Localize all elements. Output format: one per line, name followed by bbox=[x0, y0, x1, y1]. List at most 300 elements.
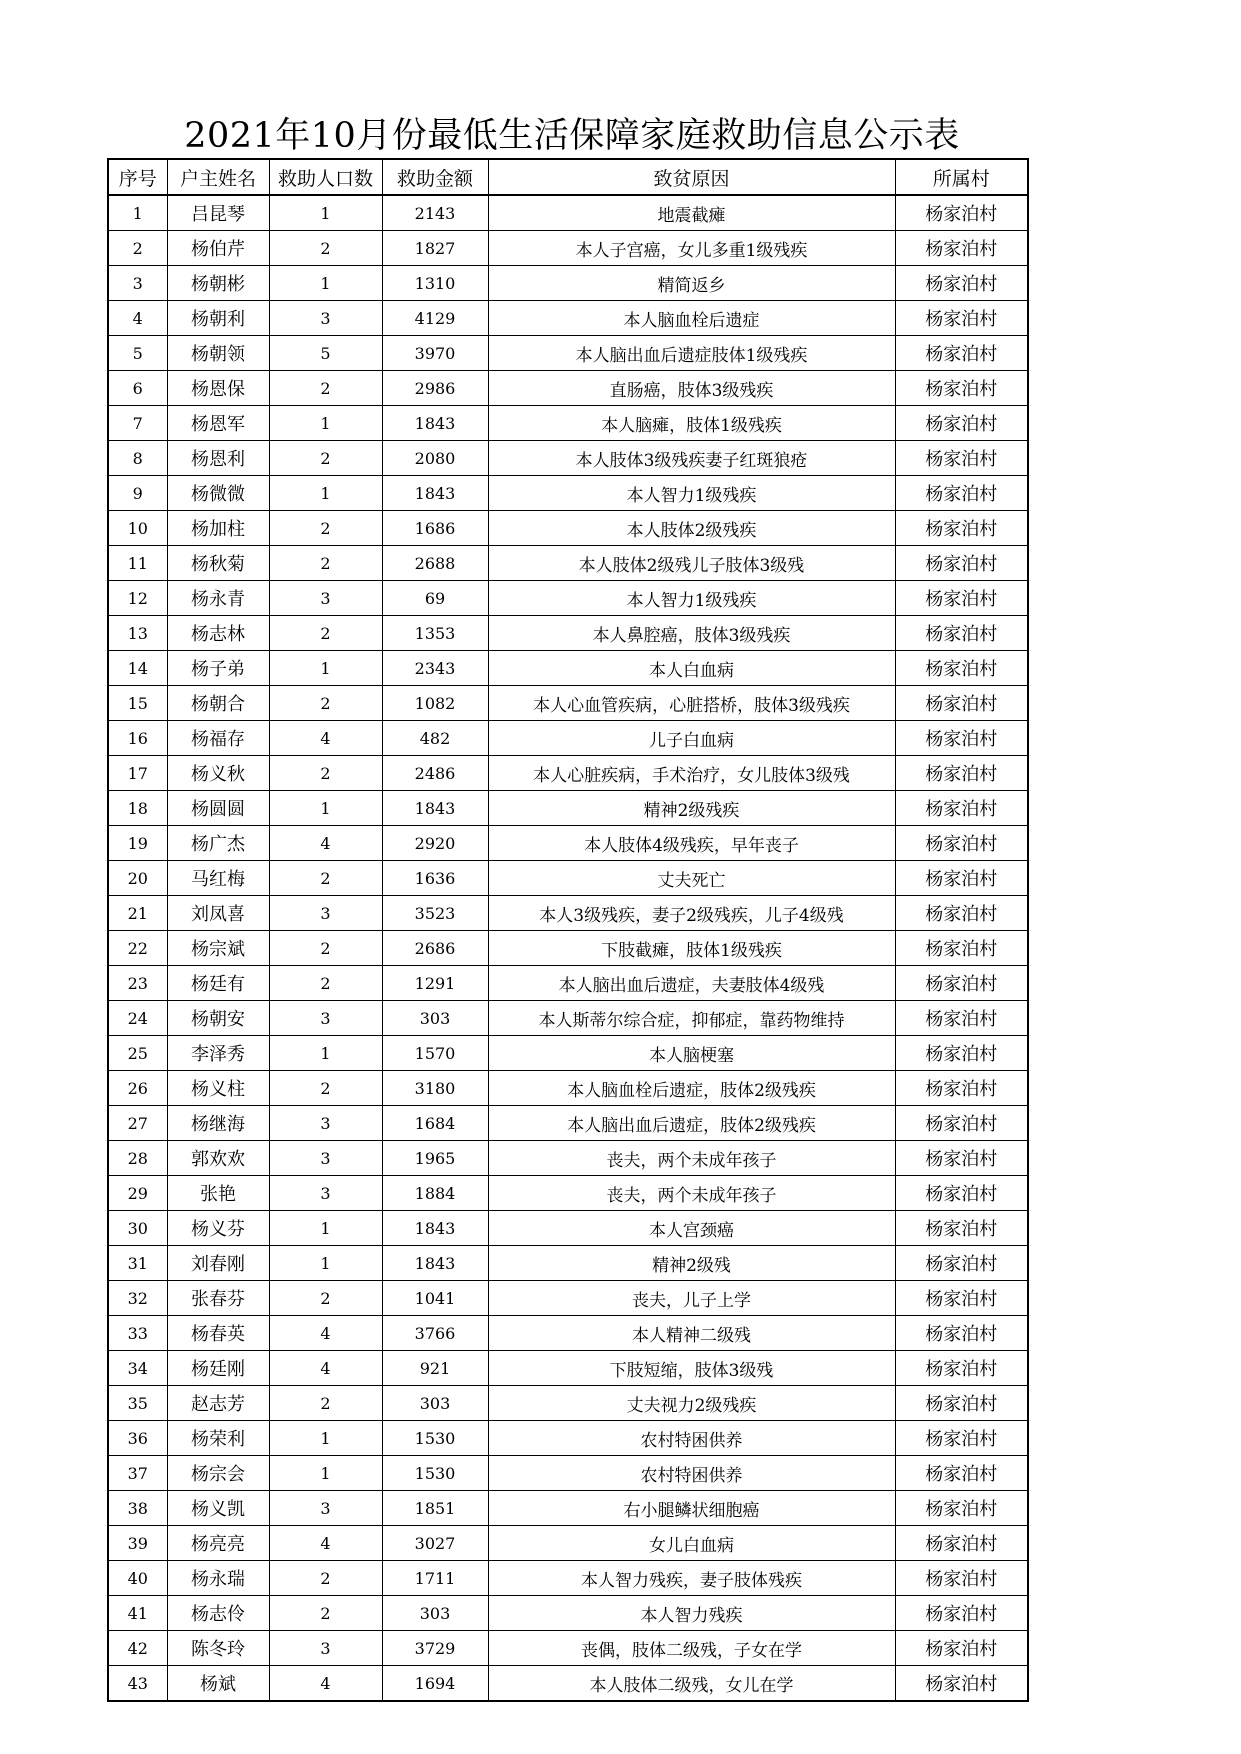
poverty-reason-cell: 本人鼻腔癌，肢体3级残疾 bbox=[488, 616, 895, 651]
village-cell: 杨家泊村 bbox=[895, 651, 1028, 686]
row-number-cell: 33 bbox=[108, 1316, 167, 1351]
household-size-cell: 4 bbox=[269, 826, 382, 861]
village-cell: 杨家泊村 bbox=[895, 266, 1028, 301]
household-head-cell: 杨圆圆 bbox=[167, 791, 269, 826]
household-head-cell: 杨义凯 bbox=[167, 1491, 269, 1526]
relief-amount-cell: 1082 bbox=[382, 686, 488, 721]
household-size-cell: 2 bbox=[269, 1281, 382, 1316]
relief-amount-cell: 1843 bbox=[382, 476, 488, 511]
relief-amount-cell: 1684 bbox=[382, 1106, 488, 1141]
relief-amount-cell: 3027 bbox=[382, 1526, 488, 1561]
relief-amount-cell: 921 bbox=[382, 1351, 488, 1386]
relief-amount-cell: 1530 bbox=[382, 1456, 488, 1491]
household-head-cell: 杨春英 bbox=[167, 1316, 269, 1351]
table-row bbox=[108, 1351, 1028, 1386]
poverty-reason-cell: 地震截瘫 bbox=[488, 195, 895, 231]
table-row bbox=[108, 1246, 1028, 1281]
relief-amount-cell: 1843 bbox=[382, 1246, 488, 1281]
household-head-cell: 马红梅 bbox=[167, 861, 269, 896]
relief-amount-cell: 1843 bbox=[382, 1211, 488, 1246]
table-row bbox=[108, 406, 1028, 441]
village-cell: 杨家泊村 bbox=[895, 966, 1028, 1001]
village-cell: 杨家泊村 bbox=[895, 1596, 1028, 1631]
table-row bbox=[108, 1666, 1028, 1702]
household-size-cell: 3 bbox=[269, 1106, 382, 1141]
row-number-cell: 43 bbox=[108, 1666, 167, 1702]
household-size-cell: 1 bbox=[269, 476, 382, 511]
row-number-cell: 39 bbox=[108, 1526, 167, 1561]
household-size-cell: 2 bbox=[269, 546, 382, 581]
relief-amount-cell: 3729 bbox=[382, 1631, 488, 1666]
village-cell: 杨家泊村 bbox=[895, 861, 1028, 896]
table-row bbox=[108, 616, 1028, 651]
poverty-reason-cell: 本人脑出血后遗症，肢体2级残疾 bbox=[488, 1106, 895, 1141]
village-cell: 杨家泊村 bbox=[895, 1246, 1028, 1281]
poverty-reason-cell: 本人脑血栓后遗症，肢体2级残疾 bbox=[488, 1071, 895, 1106]
table-row bbox=[108, 1071, 1028, 1106]
table-row bbox=[108, 896, 1028, 931]
relief-amount-cell: 1353 bbox=[382, 616, 488, 651]
relief-amount-cell: 2486 bbox=[382, 756, 488, 791]
relief-amount-cell: 1636 bbox=[382, 861, 488, 896]
household-size-cell: 2 bbox=[269, 371, 382, 406]
row-number-cell: 24 bbox=[108, 1001, 167, 1036]
household-head-cell: 杨恩利 bbox=[167, 441, 269, 476]
village-cell: 杨家泊村 bbox=[895, 231, 1028, 266]
row-number-cell: 12 bbox=[108, 581, 167, 616]
household-size-cell: 3 bbox=[269, 1141, 382, 1176]
relief-amount-cell: 3766 bbox=[382, 1316, 488, 1351]
table-row bbox=[108, 371, 1028, 406]
village-cell: 杨家泊村 bbox=[895, 931, 1028, 966]
village-cell: 杨家泊村 bbox=[895, 1316, 1028, 1351]
relief-amount-cell: 2143 bbox=[382, 195, 488, 231]
table-row bbox=[108, 1456, 1028, 1491]
village-cell: 杨家泊村 bbox=[895, 1176, 1028, 1211]
village-cell: 杨家泊村 bbox=[895, 1071, 1028, 1106]
household-head-cell: 杨加柱 bbox=[167, 511, 269, 546]
table-row bbox=[108, 231, 1028, 266]
village-cell: 杨家泊村 bbox=[895, 1561, 1028, 1596]
household-head-cell: 杨广杰 bbox=[167, 826, 269, 861]
table-row bbox=[108, 931, 1028, 966]
row-number-cell: 22 bbox=[108, 931, 167, 966]
row-number-cell: 23 bbox=[108, 966, 167, 1001]
village-cell: 杨家泊村 bbox=[895, 1526, 1028, 1561]
poverty-reason-cell: 本人肢体2级残疾 bbox=[488, 511, 895, 546]
village-cell: 杨家泊村 bbox=[895, 336, 1028, 371]
household-size-cell: 2 bbox=[269, 616, 382, 651]
village-cell: 杨家泊村 bbox=[895, 1351, 1028, 1386]
column-header: 救助人口数 bbox=[269, 159, 382, 195]
row-number-cell: 25 bbox=[108, 1036, 167, 1071]
village-cell: 杨家泊村 bbox=[895, 1491, 1028, 1526]
relief-amount-cell: 1694 bbox=[382, 1666, 488, 1702]
household-head-cell: 李泽秀 bbox=[167, 1036, 269, 1071]
household-size-cell: 2 bbox=[269, 1561, 382, 1596]
village-cell: 杨家泊村 bbox=[895, 1036, 1028, 1071]
poverty-reason-cell: 丧夫，儿子上学 bbox=[488, 1281, 895, 1316]
row-number-cell: 37 bbox=[108, 1456, 167, 1491]
poverty-reason-cell: 本人3级残疾，妻子2级残疾，儿子4级残 bbox=[488, 896, 895, 931]
household-size-cell: 3 bbox=[269, 1176, 382, 1211]
poverty-reason-cell: 丈夫视力2级残疾 bbox=[488, 1386, 895, 1421]
poverty-reason-cell: 本人肢体2级残儿子肢体3级残 bbox=[488, 546, 895, 581]
poverty-reason-cell: 农村特困供养 bbox=[488, 1456, 895, 1491]
header-row bbox=[108, 159, 1028, 195]
table-row bbox=[108, 791, 1028, 826]
household-head-cell: 杨微微 bbox=[167, 476, 269, 511]
village-cell: 杨家泊村 bbox=[895, 686, 1028, 721]
row-number-cell: 13 bbox=[108, 616, 167, 651]
table-row bbox=[108, 1631, 1028, 1666]
table-row bbox=[108, 651, 1028, 686]
table-row bbox=[108, 1106, 1028, 1141]
row-number-cell: 11 bbox=[108, 546, 167, 581]
household-head-cell: 杨伯芹 bbox=[167, 231, 269, 266]
table-row bbox=[108, 861, 1028, 896]
household-size-cell: 1 bbox=[269, 1246, 382, 1281]
poverty-reason-cell: 儿子白血病 bbox=[488, 721, 895, 756]
household-head-cell: 杨廷刚 bbox=[167, 1351, 269, 1386]
household-head-cell: 杨朝彬 bbox=[167, 266, 269, 301]
relief-amount-cell: 2986 bbox=[382, 371, 488, 406]
household-size-cell: 1 bbox=[269, 651, 382, 686]
village-cell: 杨家泊村 bbox=[895, 195, 1028, 231]
table-row bbox=[108, 1141, 1028, 1176]
poverty-reason-cell: 本人脑梗塞 bbox=[488, 1036, 895, 1071]
household-size-cell: 2 bbox=[269, 686, 382, 721]
household-size-cell: 1 bbox=[269, 1211, 382, 1246]
row-number-cell: 27 bbox=[108, 1106, 167, 1141]
row-number-cell: 19 bbox=[108, 826, 167, 861]
table-row bbox=[108, 581, 1028, 616]
household-head-cell: 杨义柱 bbox=[167, 1071, 269, 1106]
table-row bbox=[108, 1561, 1028, 1596]
village-cell: 杨家泊村 bbox=[895, 476, 1028, 511]
household-size-cell: 3 bbox=[269, 1631, 382, 1666]
household-head-cell: 杨子弟 bbox=[167, 651, 269, 686]
household-head-cell: 杨恩军 bbox=[167, 406, 269, 441]
poverty-reason-cell: 丧夫，两个未成年孩子 bbox=[488, 1141, 895, 1176]
poverty-reason-cell: 精神2级残 bbox=[488, 1246, 895, 1281]
column-header: 序号 bbox=[108, 159, 167, 195]
row-number-cell: 4 bbox=[108, 301, 167, 336]
household-head-cell: 赵志芳 bbox=[167, 1386, 269, 1421]
household-head-cell: 吕昆琴 bbox=[167, 195, 269, 231]
household-size-cell: 2 bbox=[269, 231, 382, 266]
table-row bbox=[108, 1176, 1028, 1211]
row-number-cell: 16 bbox=[108, 721, 167, 756]
poverty-reason-cell: 丈夫死亡 bbox=[488, 861, 895, 896]
household-head-cell: 刘春刚 bbox=[167, 1246, 269, 1281]
village-cell: 杨家泊村 bbox=[895, 616, 1028, 651]
household-size-cell: 4 bbox=[269, 1526, 382, 1561]
relief-amount-cell: 303 bbox=[382, 1386, 488, 1421]
household-head-cell: 杨义芬 bbox=[167, 1211, 269, 1246]
village-cell: 杨家泊村 bbox=[895, 301, 1028, 336]
row-number-cell: 29 bbox=[108, 1176, 167, 1211]
row-number-cell: 35 bbox=[108, 1386, 167, 1421]
poverty-reason-cell: 精简返乡 bbox=[488, 266, 895, 301]
poverty-reason-cell: 本人精神二级残 bbox=[488, 1316, 895, 1351]
column-header: 所属村 bbox=[895, 159, 1028, 195]
poverty-reason-cell: 本人脑出血后遗症肢体1级残疾 bbox=[488, 336, 895, 371]
household-size-cell: 1 bbox=[269, 266, 382, 301]
row-number-cell: 9 bbox=[108, 476, 167, 511]
table-row bbox=[108, 266, 1028, 301]
row-number-cell: 6 bbox=[108, 371, 167, 406]
poverty-reason-cell: 丧偶，肢体二级残，子女在学 bbox=[488, 1631, 895, 1666]
village-cell: 杨家泊村 bbox=[895, 1001, 1028, 1036]
village-cell: 杨家泊村 bbox=[895, 1386, 1028, 1421]
table-row bbox=[108, 1526, 1028, 1561]
household-size-cell: 2 bbox=[269, 441, 382, 476]
household-size-cell: 2 bbox=[269, 931, 382, 966]
household-size-cell: 1 bbox=[269, 791, 382, 826]
household-head-cell: 杨义秋 bbox=[167, 756, 269, 791]
village-cell: 杨家泊村 bbox=[895, 371, 1028, 406]
poverty-reason-cell: 本人白血病 bbox=[488, 651, 895, 686]
poverty-reason-cell: 农村特困供养 bbox=[488, 1421, 895, 1456]
table-row bbox=[108, 1421, 1028, 1456]
household-head-cell: 杨志伶 bbox=[167, 1596, 269, 1631]
row-number-cell: 17 bbox=[108, 756, 167, 791]
household-size-cell: 1 bbox=[269, 1421, 382, 1456]
household-head-cell: 杨永瑞 bbox=[167, 1561, 269, 1596]
village-cell: 杨家泊村 bbox=[895, 826, 1028, 861]
row-number-cell: 42 bbox=[108, 1631, 167, 1666]
village-cell: 杨家泊村 bbox=[895, 1141, 1028, 1176]
village-cell: 杨家泊村 bbox=[895, 1211, 1028, 1246]
poverty-reason-cell: 精神2级残疾 bbox=[488, 791, 895, 826]
table-row bbox=[108, 1036, 1028, 1071]
relief-amount-cell: 303 bbox=[382, 1596, 488, 1631]
household-head-cell: 杨斌 bbox=[167, 1666, 269, 1702]
household-size-cell: 1 bbox=[269, 1036, 382, 1071]
household-size-cell: 3 bbox=[269, 581, 382, 616]
relief-amount-cell: 303 bbox=[382, 1001, 488, 1036]
row-number-cell: 31 bbox=[108, 1246, 167, 1281]
household-size-cell: 4 bbox=[269, 1666, 382, 1702]
poverty-reason-cell: 本人脑瘫，肢体1级残疾 bbox=[488, 406, 895, 441]
poverty-reason-cell: 本人智力残疾 bbox=[488, 1596, 895, 1631]
poverty-reason-cell: 本人肢体4级残疾，早年丧子 bbox=[488, 826, 895, 861]
relief-amount-cell: 1291 bbox=[382, 966, 488, 1001]
table-row bbox=[108, 721, 1028, 756]
relief-amount-cell: 2688 bbox=[382, 546, 488, 581]
table-row bbox=[108, 1491, 1028, 1526]
poverty-reason-cell: 本人肢体3级残疾妻子红斑狼疮 bbox=[488, 441, 895, 476]
household-head-cell: 杨廷有 bbox=[167, 966, 269, 1001]
page-title: 2021年10月份最低生活保障家庭救助信息公示表 bbox=[184, 116, 960, 156]
table-row bbox=[108, 1596, 1028, 1631]
row-number-cell: 20 bbox=[108, 861, 167, 896]
row-number-cell: 5 bbox=[108, 336, 167, 371]
relief-amount-cell: 1570 bbox=[382, 1036, 488, 1071]
relief-amount-cell: 3970 bbox=[382, 336, 488, 371]
row-number-cell: 8 bbox=[108, 441, 167, 476]
poverty-reason-cell: 下肢截瘫，肢体1级残疾 bbox=[488, 931, 895, 966]
household-size-cell: 2 bbox=[269, 1071, 382, 1106]
household-size-cell: 2 bbox=[269, 861, 382, 896]
household-head-cell: 杨永青 bbox=[167, 581, 269, 616]
column-header: 户主姓名 bbox=[167, 159, 269, 195]
village-cell: 杨家泊村 bbox=[895, 546, 1028, 581]
household-size-cell: 3 bbox=[269, 301, 382, 336]
row-number-cell: 34 bbox=[108, 1351, 167, 1386]
poverty-reason-cell: 本人子宫癌，女儿多重1级残疾 bbox=[488, 231, 895, 266]
village-cell: 杨家泊村 bbox=[895, 1666, 1028, 1702]
poverty-reason-cell: 本人心血管疾病，心脏搭桥，肢体3级残疾 bbox=[488, 686, 895, 721]
row-number-cell: 41 bbox=[108, 1596, 167, 1631]
village-cell: 杨家泊村 bbox=[895, 1456, 1028, 1491]
relief-amount-cell: 4129 bbox=[382, 301, 488, 336]
relief-amount-cell: 2080 bbox=[382, 441, 488, 476]
relief-amount-cell: 3180 bbox=[382, 1071, 488, 1106]
household-head-cell: 郭欢欢 bbox=[167, 1141, 269, 1176]
village-cell: 杨家泊村 bbox=[895, 756, 1028, 791]
household-head-cell: 杨朝利 bbox=[167, 301, 269, 336]
row-number-cell: 32 bbox=[108, 1281, 167, 1316]
household-size-cell: 4 bbox=[269, 1316, 382, 1351]
household-size-cell: 1 bbox=[269, 406, 382, 441]
village-cell: 杨家泊村 bbox=[895, 1631, 1028, 1666]
village-cell: 杨家泊村 bbox=[895, 581, 1028, 616]
row-number-cell: 2 bbox=[108, 231, 167, 266]
village-cell: 杨家泊村 bbox=[895, 441, 1028, 476]
poverty-reason-cell: 本人斯蒂尔综合症，抑郁症，靠药物维持 bbox=[488, 1001, 895, 1036]
poverty-reason-cell: 本人宫颈癌 bbox=[488, 1211, 895, 1246]
relief-amount-cell: 1827 bbox=[382, 231, 488, 266]
relief-amount-cell: 1851 bbox=[382, 1491, 488, 1526]
relief-amount-cell: 2686 bbox=[382, 931, 488, 966]
household-head-cell: 杨志林 bbox=[167, 616, 269, 651]
household-head-cell: 张艳 bbox=[167, 1176, 269, 1211]
poverty-reason-cell: 本人智力1级残疾 bbox=[488, 581, 895, 616]
poverty-reason-cell: 下肢短缩，肢体3级残 bbox=[488, 1351, 895, 1386]
row-number-cell: 36 bbox=[108, 1421, 167, 1456]
column-header: 救助金额 bbox=[382, 159, 488, 195]
row-number-cell: 3 bbox=[108, 266, 167, 301]
household-head-cell: 杨宗斌 bbox=[167, 931, 269, 966]
row-number-cell: 28 bbox=[108, 1141, 167, 1176]
village-cell: 杨家泊村 bbox=[895, 406, 1028, 441]
village-cell: 杨家泊村 bbox=[895, 1106, 1028, 1141]
household-head-cell: 陈冬玲 bbox=[167, 1631, 269, 1666]
household-size-cell: 2 bbox=[269, 511, 382, 546]
table-row bbox=[108, 1001, 1028, 1036]
household-head-cell: 杨朝合 bbox=[167, 686, 269, 721]
table-row bbox=[108, 441, 1028, 476]
household-head-cell: 张春芬 bbox=[167, 1281, 269, 1316]
household-head-cell: 杨秋菊 bbox=[167, 546, 269, 581]
table-row bbox=[108, 966, 1028, 1001]
relief-amount-cell: 1686 bbox=[382, 511, 488, 546]
household-head-cell: 杨荣利 bbox=[167, 1421, 269, 1456]
household-head-cell: 刘凤喜 bbox=[167, 896, 269, 931]
household-head-cell: 杨宗会 bbox=[167, 1456, 269, 1491]
household-size-cell: 2 bbox=[269, 756, 382, 791]
column-header: 致贫原因 bbox=[488, 159, 895, 195]
household-size-cell: 3 bbox=[269, 1001, 382, 1036]
table-row bbox=[108, 1386, 1028, 1421]
poverty-reason-cell: 本人脑血栓后遗症 bbox=[488, 301, 895, 336]
table-row bbox=[108, 756, 1028, 791]
relief-amount-cell: 1843 bbox=[382, 791, 488, 826]
household-size-cell: 4 bbox=[269, 721, 382, 756]
table-row bbox=[108, 1281, 1028, 1316]
relief-amount-cell: 1530 bbox=[382, 1421, 488, 1456]
row-number-cell: 21 bbox=[108, 896, 167, 931]
table-row bbox=[108, 336, 1028, 371]
table-row bbox=[108, 1211, 1028, 1246]
row-number-cell: 14 bbox=[108, 651, 167, 686]
poverty-reason-cell: 本人心脏疾病，手术治疗，女儿肢体3级残 bbox=[488, 756, 895, 791]
village-cell: 杨家泊村 bbox=[895, 721, 1028, 756]
table-row bbox=[108, 195, 1028, 231]
relief-amount-cell: 69 bbox=[382, 581, 488, 616]
relief-amount-cell: 1310 bbox=[382, 266, 488, 301]
row-number-cell: 30 bbox=[108, 1211, 167, 1246]
relief-amount-cell: 2920 bbox=[382, 826, 488, 861]
village-cell: 杨家泊村 bbox=[895, 791, 1028, 826]
village-cell: 杨家泊村 bbox=[895, 1421, 1028, 1456]
household-size-cell: 2 bbox=[269, 1386, 382, 1421]
poverty-reason-cell: 女儿白血病 bbox=[488, 1526, 895, 1561]
table-row bbox=[108, 301, 1028, 336]
row-number-cell: 38 bbox=[108, 1491, 167, 1526]
poverty-reason-cell: 本人脑出血后遗症，夫妻肢体4级残 bbox=[488, 966, 895, 1001]
table-row bbox=[108, 1316, 1028, 1351]
relief-table bbox=[107, 158, 1029, 1702]
household-size-cell: 3 bbox=[269, 1491, 382, 1526]
household-size-cell: 2 bbox=[269, 966, 382, 1001]
relief-amount-cell: 3523 bbox=[382, 896, 488, 931]
household-head-cell: 杨朝领 bbox=[167, 336, 269, 371]
household-size-cell: 5 bbox=[269, 336, 382, 371]
household-size-cell: 1 bbox=[269, 1456, 382, 1491]
village-cell: 杨家泊村 bbox=[895, 511, 1028, 546]
relief-amount-cell: 2343 bbox=[382, 651, 488, 686]
poverty-reason-cell: 本人肢体二级残，女儿在学 bbox=[488, 1666, 895, 1702]
household-size-cell: 2 bbox=[269, 1596, 382, 1631]
row-number-cell: 10 bbox=[108, 511, 167, 546]
row-number-cell: 18 bbox=[108, 791, 167, 826]
relief-amount-cell: 1843 bbox=[382, 406, 488, 441]
relief-amount-cell: 1884 bbox=[382, 1176, 488, 1211]
household-size-cell: 3 bbox=[269, 896, 382, 931]
household-head-cell: 杨朝安 bbox=[167, 1001, 269, 1036]
household-size-cell: 4 bbox=[269, 1351, 382, 1386]
poverty-reason-cell: 本人智力1级残疾 bbox=[488, 476, 895, 511]
table-row bbox=[108, 511, 1028, 546]
village-cell: 杨家泊村 bbox=[895, 896, 1028, 931]
table-row bbox=[108, 686, 1028, 721]
poverty-reason-cell: 丧夫，两个未成年孩子 bbox=[488, 1176, 895, 1211]
poverty-reason-cell: 本人智力残疾，妻子肢体残疾 bbox=[488, 1561, 895, 1596]
row-number-cell: 1 bbox=[108, 195, 167, 231]
relief-amount-cell: 1041 bbox=[382, 1281, 488, 1316]
relief-amount-cell: 482 bbox=[382, 721, 488, 756]
poverty-reason-cell: 直肠癌，肢体3级残疾 bbox=[488, 371, 895, 406]
household-size-cell: 1 bbox=[269, 195, 382, 231]
table-row bbox=[108, 476, 1028, 511]
relief-amount-cell: 1965 bbox=[382, 1141, 488, 1176]
table-row bbox=[108, 826, 1028, 861]
household-head-cell: 杨恩保 bbox=[167, 371, 269, 406]
row-number-cell: 15 bbox=[108, 686, 167, 721]
